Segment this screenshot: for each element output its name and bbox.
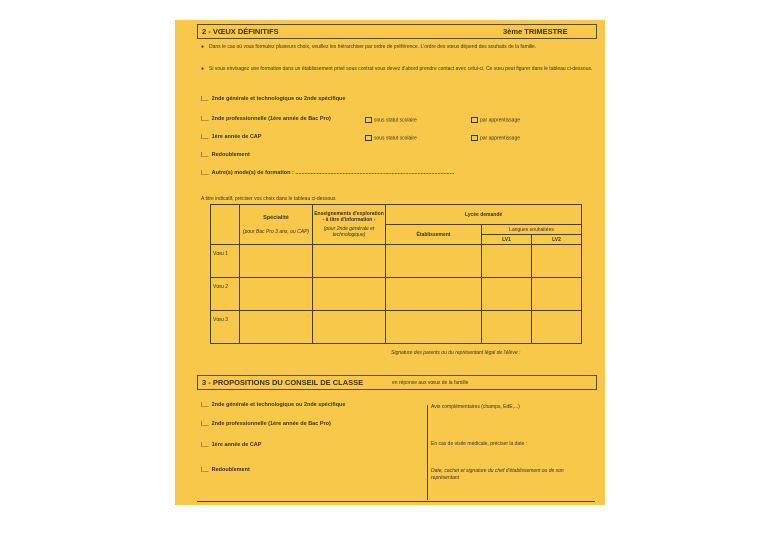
section-3-title: 3 - PROPOSITIONS DU CONSEIL DE CLASSE — [202, 378, 364, 387]
wishes-table — [210, 204, 582, 344]
pro-apprentissage-checkbox[interactable]: par apprentissage — [471, 117, 520, 123]
choice-cap[interactable]: |__ 1ère année de CAP — [201, 134, 262, 140]
table-row: Vœu 2 — [211, 278, 582, 311]
col-specialite: Spécialité (pour Bac Pro 3 ans, ou CAP) — [240, 205, 313, 245]
bullet-1: ● Dans le cas où vous formulez plusieurs choix, veuillez les hiérarchiser par ordre de préférence. L'ordre des vœux dépend des souhaits de la famille. — [201, 44, 537, 50]
proposal-2nde-gt[interactable]: |__ 2nde générale et technologique ou 2nde spécifique — [201, 402, 346, 408]
table-row: Vœu 3 — [211, 311, 582, 344]
col-lycee: Lycée demandé — [386, 205, 582, 225]
proposal-cap[interactable]: |__ 1ère année de CAP — [201, 442, 262, 448]
choice-2nde-gt[interactable]: |__ 2nde générale et technologique ou 2nde spécifique — [201, 96, 346, 102]
avis-label: Avis complémentaires (champs, EdE,...) — [431, 404, 520, 410]
proposal-redoublement[interactable]: |__ Redoublement — [201, 467, 250, 473]
section-2-header — [197, 24, 597, 39]
col-lv2: LV2 — [531, 235, 581, 245]
col-langues: Langues souhaitées — [482, 225, 582, 235]
table-row: Vœu 1 — [211, 245, 582, 278]
col-etablissement: Établissement — [386, 225, 482, 245]
col-lv1: LV1 — [482, 235, 532, 245]
section-2-title: 2 - VŒUX DÉFINITIFS — [202, 27, 279, 36]
choice-redoublement[interactable]: |__ Redoublement — [201, 152, 250, 158]
bullet-2: ● Si vous envisagez une formation dans un établissement privé sous contrat vous devez d'abord prendre contact avec celui-ci. Ce vœu peut figurer dans le tableau ci-dessous. — [201, 66, 593, 72]
choice-2nde-pro[interactable]: |__ 2nde professionnelle (1ère année de Bac Pro) — [201, 116, 331, 122]
proposal-2nde-pro[interactable]: |__ 2nde professionnelle (1ère année de Bac Pro) — [201, 421, 331, 427]
signature-chef-label: Date, cachet et signature du chef d'établissement ou de son représentant — [431, 468, 564, 481]
pro-scolaire-checkbox[interactable]: sous statut scolaire — [365, 117, 417, 123]
cap-scolaire-checkbox[interactable]: sous statut scolaire — [365, 135, 417, 141]
table-intro: A titre indicatif, préciser vos choix dans le tableau ci-dessous — [201, 196, 336, 202]
section-3-subtitle: en réponse aux vœux de la famille — [392, 380, 469, 386]
signature-label: Signature des parents ou du représentant légal de l'élève : — [391, 350, 521, 356]
col-enseignements: Enseignements d'exploration - à titre d'information - (pour 2nde générale et technologique) — [313, 205, 386, 245]
term-label: 3ème TRIMESTRE — [503, 27, 568, 36]
choice-autre[interactable]: |__ Autre(s) mode(s) de formation : ........................................................................................................ — [201, 170, 455, 176]
bottom-rule — [197, 501, 595, 502]
form-sheet — [175, 20, 605, 505]
medical-label: En cas de visite médicale, préciser la date : — [431, 441, 528, 447]
cap-apprentissage-checkbox[interactable]: par apprentissage — [471, 135, 520, 141]
section-3-header — [197, 375, 597, 390]
section-3-divider — [427, 405, 428, 500]
